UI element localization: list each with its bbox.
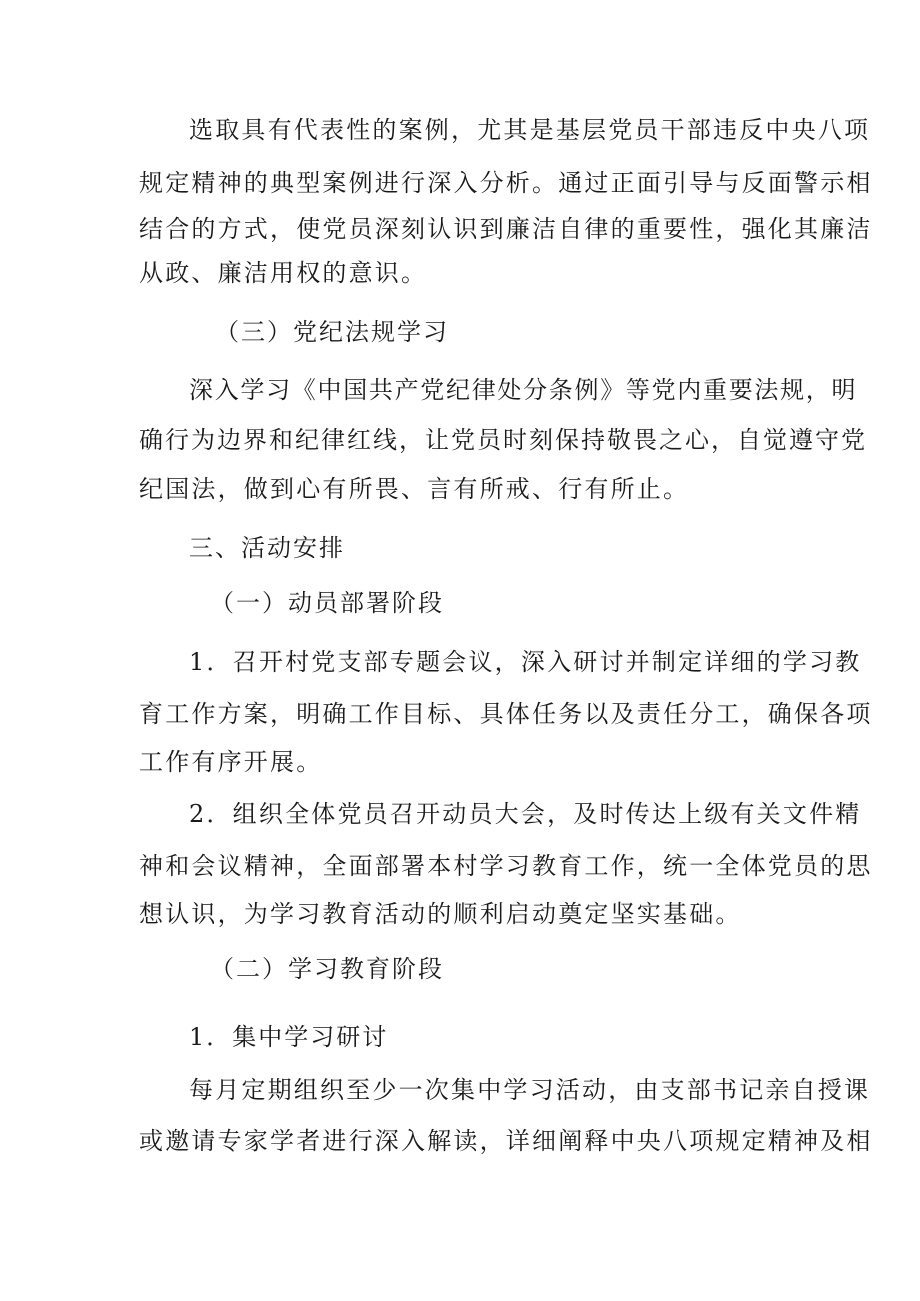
paragraph-line: 每月定期组织至少一次集中学习活动，由支部书记亲自授课: [189, 1076, 871, 1104]
section-heading: （二）学习教育阶段: [210, 955, 444, 983]
numbered-item-line: 1．召开村党支部专题会议，深入研讨并制定详细的学习教: [189, 648, 862, 676]
paragraph-line: 或邀请专家学者进行深入解读，详细阐释中央八项规定精神及相: [139, 1127, 873, 1155]
paragraph-line: 深入学习《中国共产党纪律处分条例》等党内重要法规，明: [189, 376, 858, 404]
paragraph-line: 纪国法，做到心有所畏、言有所戒、行有所止。: [139, 475, 690, 503]
subsection-heading: 1．集中学习研讨: [189, 1023, 389, 1051]
paragraph-line: 规定精神的典型案例进行深入分析。通过正面引导与反面警示相: [139, 169, 873, 197]
paragraph-line: 从政、廉洁用权的意识。: [139, 259, 428, 287]
numbered-item-line: 2．组织全体党员召开动员大会，及时传达上级有关文件精: [189, 800, 862, 828]
paragraph-line: 选取具有代表性的案例，尤其是基层党员干部违反中央八项: [189, 116, 871, 144]
section-heading: （一）动员部署阶段: [210, 589, 444, 617]
paragraph-line: 工作有序开展。: [139, 748, 323, 776]
section-heading: （三）党纪法规学习: [215, 318, 449, 346]
paragraph-line: 想认识，为学习教育活动的顺利启动奠定坚实基础。: [139, 900, 742, 928]
paragraph-line: 育工作方案，明确工作目标、具体任务以及责任分工，确保各项: [139, 700, 873, 728]
chapter-heading: 三、活动安排: [189, 534, 345, 562]
paragraph-line: 结合的方式，使党员深刻认识到廉洁自律的重要性，强化其廉洁: [139, 215, 873, 243]
paragraph-line: 神和会议精神，全面部署本村学习教育工作，统一全体党员的思: [139, 852, 873, 880]
paragraph-line: 确行为边界和纪律红线，让党员时刻保持敬畏之心，自觉遵守党: [139, 426, 867, 454]
